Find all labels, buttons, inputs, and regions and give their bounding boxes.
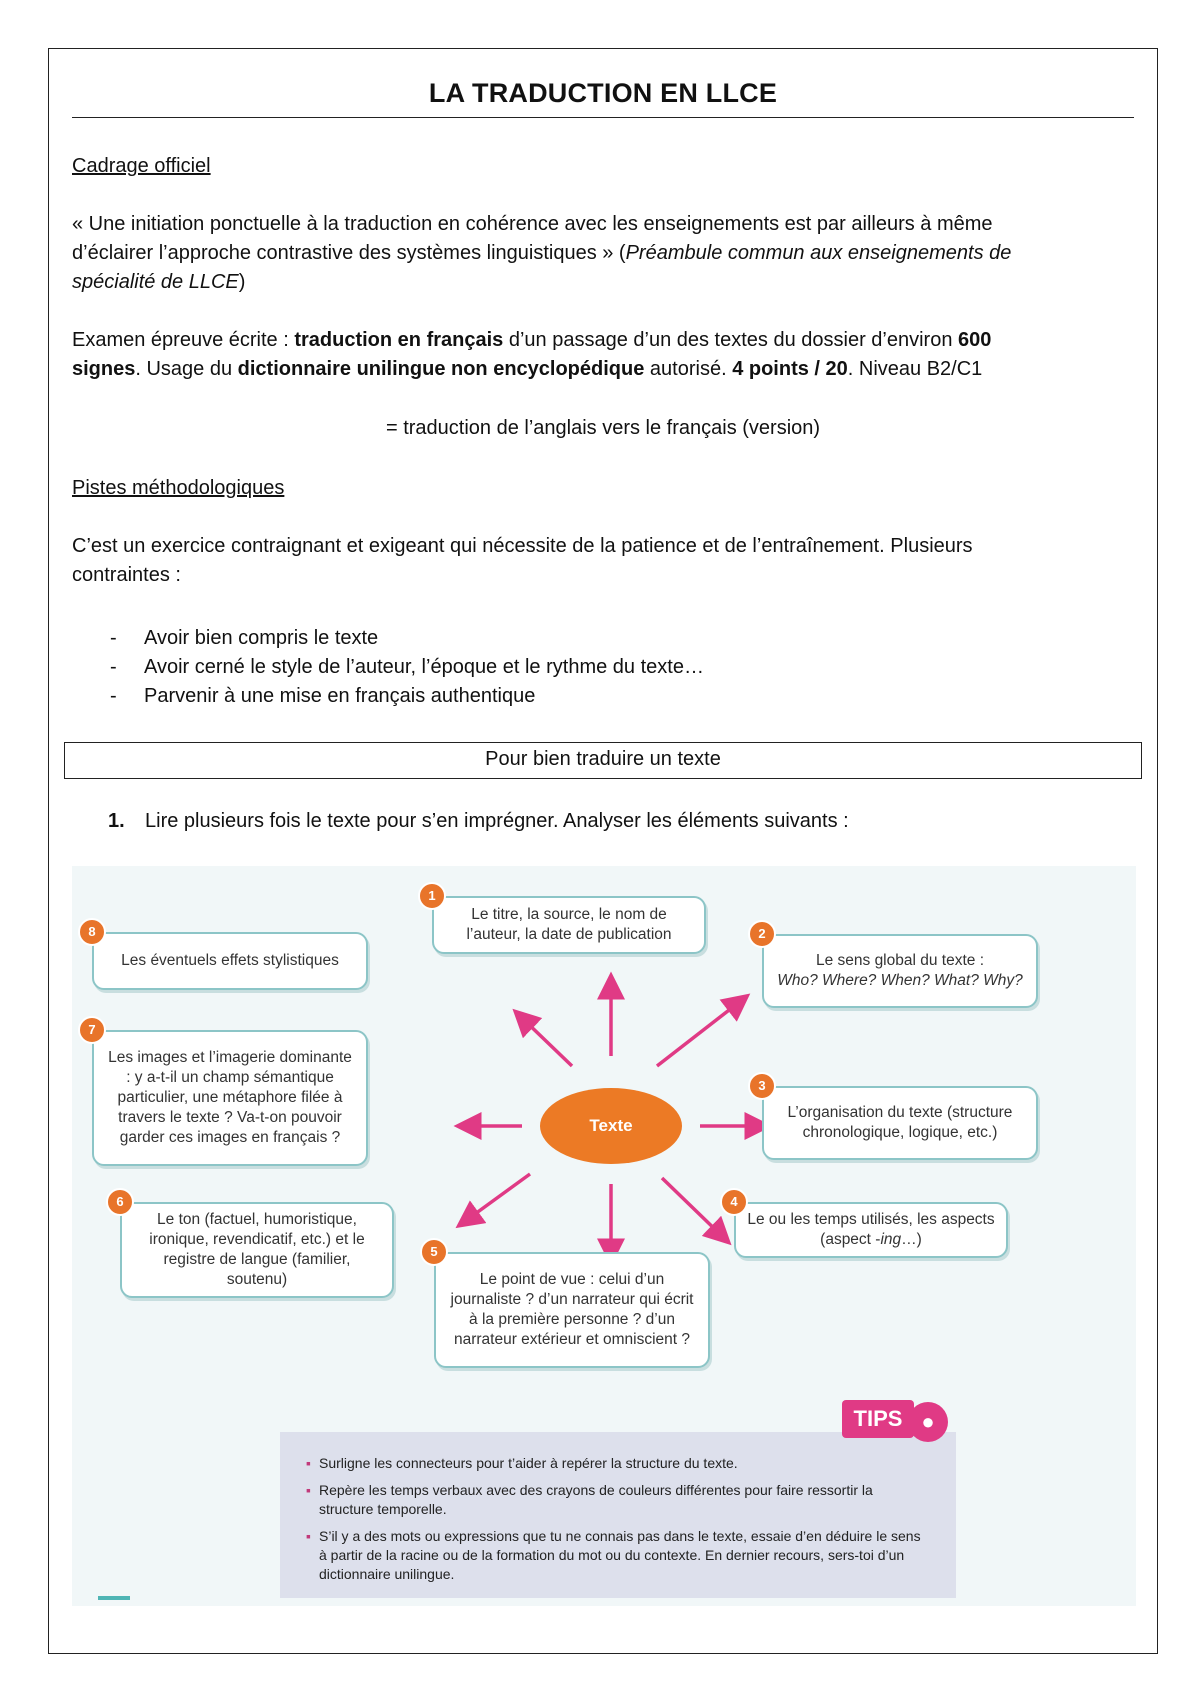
page-title: LA TRADUCTION EN LLCE xyxy=(428,78,778,108)
constraints-list-wrapper xyxy=(72,624,704,711)
exam-description xyxy=(72,326,991,384)
exam-text: . Usage du xyxy=(135,358,238,380)
tip-item: ▪ S’il y a des mots ou expressions que tu ne connais pas dans le texte, essaie d’en déduire le sens à partir de la racine ou de la formation du mot ou du contexte. En dernier recours, sers-toi d’un dictionnaire unilingue. xyxy=(306,1527,930,1584)
translation-direction: = traduction de l’anglais vers le français (version) xyxy=(385,417,821,439)
exam-text: . Niveau B2/C1 xyxy=(847,358,983,380)
list-item: - Avoir cerné le style de l’auteur, l’époque et le rythme du texte… xyxy=(72,653,704,682)
tip-item: ▪ Repère les temps verbaux avec des crayons de couleurs différentes pour faire ressortir la structure temporelle. xyxy=(306,1481,930,1519)
card-1 xyxy=(432,896,706,954)
badge-7: 7 xyxy=(78,1016,106,1044)
step-text: Lire plusieurs fois le texte pour s’en imprégner. Analyser les éléments suivants : xyxy=(145,810,849,832)
constraints-list xyxy=(72,624,704,711)
section-heading-cadrage: Cadrage officiel xyxy=(72,155,211,177)
card-text: Les éventuels effets stylistiques xyxy=(121,952,339,969)
exam-bold: 4 points / 20 xyxy=(732,358,848,380)
title-underline xyxy=(72,117,1134,118)
card-text: Les images et l’imagerie dominante : y a-t-il un champ sémantique particulier, une métaphore filée à travers le texte ? Va-t-on pouvoir garder ces images en français ? xyxy=(108,1049,352,1146)
list-item: - Avoir bien compris le texte xyxy=(72,624,704,653)
card-text: Le point de vue : celui d’un journaliste ? d’un narrateur qui écrit à la première personne ? d’un narrateur extérieur et omniscient ? xyxy=(450,1271,694,1348)
card-5 xyxy=(434,1252,710,1368)
decorative-mark xyxy=(98,1596,130,1600)
card-6 xyxy=(120,1202,394,1298)
analysis-diagram xyxy=(72,866,1136,1606)
card-text xyxy=(746,1210,996,1250)
center-node: Texte xyxy=(540,1088,682,1164)
card-text-plain: Le sens global du texte : xyxy=(815,952,985,969)
card-text-plain: Le ou les temps utilisés, les aspects (aspect - xyxy=(747,1211,995,1248)
card-4 xyxy=(734,1202,1008,1258)
tips-panel xyxy=(280,1432,956,1598)
card-text-italic: Who? Where? When? What? Why? xyxy=(777,972,1023,989)
exam-line-1 xyxy=(72,326,991,355)
badge-5: 5 xyxy=(420,1238,448,1266)
quote-close: ) xyxy=(238,271,246,293)
card-text: Le ton (factuel, humoristique, ironique, revendicatif, etc.) et le registre de langue (familier, soutenu) xyxy=(149,1211,365,1288)
arrow-down-right xyxy=(662,1178,724,1238)
quote-line-1: « Une initiation ponctuelle à la traduction en cohérence avec les enseignements est par ailleurs à même xyxy=(72,213,993,235)
badge-3: 3 xyxy=(748,1072,776,1100)
card-2 xyxy=(762,934,1038,1008)
exam-text: autorisé. xyxy=(644,358,733,380)
card-7 xyxy=(92,1030,368,1166)
badge-4: 4 xyxy=(720,1188,748,1216)
badge-2: 2 xyxy=(748,920,776,948)
intro-line-2: contraintes : xyxy=(72,564,181,586)
official-quote xyxy=(72,210,1011,297)
exam-bold: 600 xyxy=(958,329,992,351)
exam-line-2 xyxy=(72,355,991,384)
card-8 xyxy=(92,932,368,990)
card-text xyxy=(777,951,1023,991)
exam-text: d’un passage d’un des textes du dossier d’environ xyxy=(503,329,959,351)
box-title: Pour bien traduire un texte xyxy=(64,742,1142,779)
tips-label: TIPS xyxy=(842,1400,914,1438)
quote-line-3 xyxy=(72,268,1011,297)
step-1 xyxy=(108,807,849,836)
badge-6: 6 xyxy=(106,1188,134,1216)
quote-text: d’éclairer l’approche contrastive des systèmes linguistiques » ( xyxy=(72,242,626,264)
arrow-down-left xyxy=(464,1174,530,1222)
method-intro xyxy=(72,532,973,590)
quote-line-2 xyxy=(72,239,1011,268)
exam-text: Examen épreuve écrite : xyxy=(72,329,295,351)
badge-8: 8 xyxy=(78,918,106,946)
arrow-up-left xyxy=(520,1016,572,1066)
tip-item: ▪ Surligne les connecteurs pour t’aider à repérer la structure du texte. xyxy=(306,1454,930,1473)
list-item: - Parvenir à une mise en français authentique xyxy=(72,682,704,711)
quote-source-end: spécialité de LLCE xyxy=(72,271,239,293)
exam-bold: dictionnaire unilingue non encyclopédique xyxy=(237,358,645,380)
card-text-end: …) xyxy=(901,1231,922,1248)
card-3 xyxy=(762,1086,1038,1160)
exam-bold: traduction en français xyxy=(294,329,504,351)
exam-bold: signes xyxy=(72,358,136,380)
card-text-italic: ing xyxy=(880,1231,902,1248)
card-text: Le titre, la source, le nom de l’auteur, la date de publication xyxy=(466,906,672,943)
intro-line-1: C’est un exercice contraignant et exigeant qui nécessite de la patience et de l’entraînement. Plusieurs xyxy=(72,535,973,557)
arrow-up-right xyxy=(657,1000,742,1066)
quote-source: Préambule commun aux enseignements de xyxy=(625,242,1012,264)
lightbulb-icon: ● xyxy=(908,1402,948,1442)
badge-1: 1 xyxy=(418,882,446,910)
card-text: L’organisation du texte (structure chronologique, logique, etc.) xyxy=(787,1104,1013,1141)
step-number: 1. xyxy=(108,810,125,832)
section-heading-pistes: Pistes méthodologiques xyxy=(72,477,285,499)
